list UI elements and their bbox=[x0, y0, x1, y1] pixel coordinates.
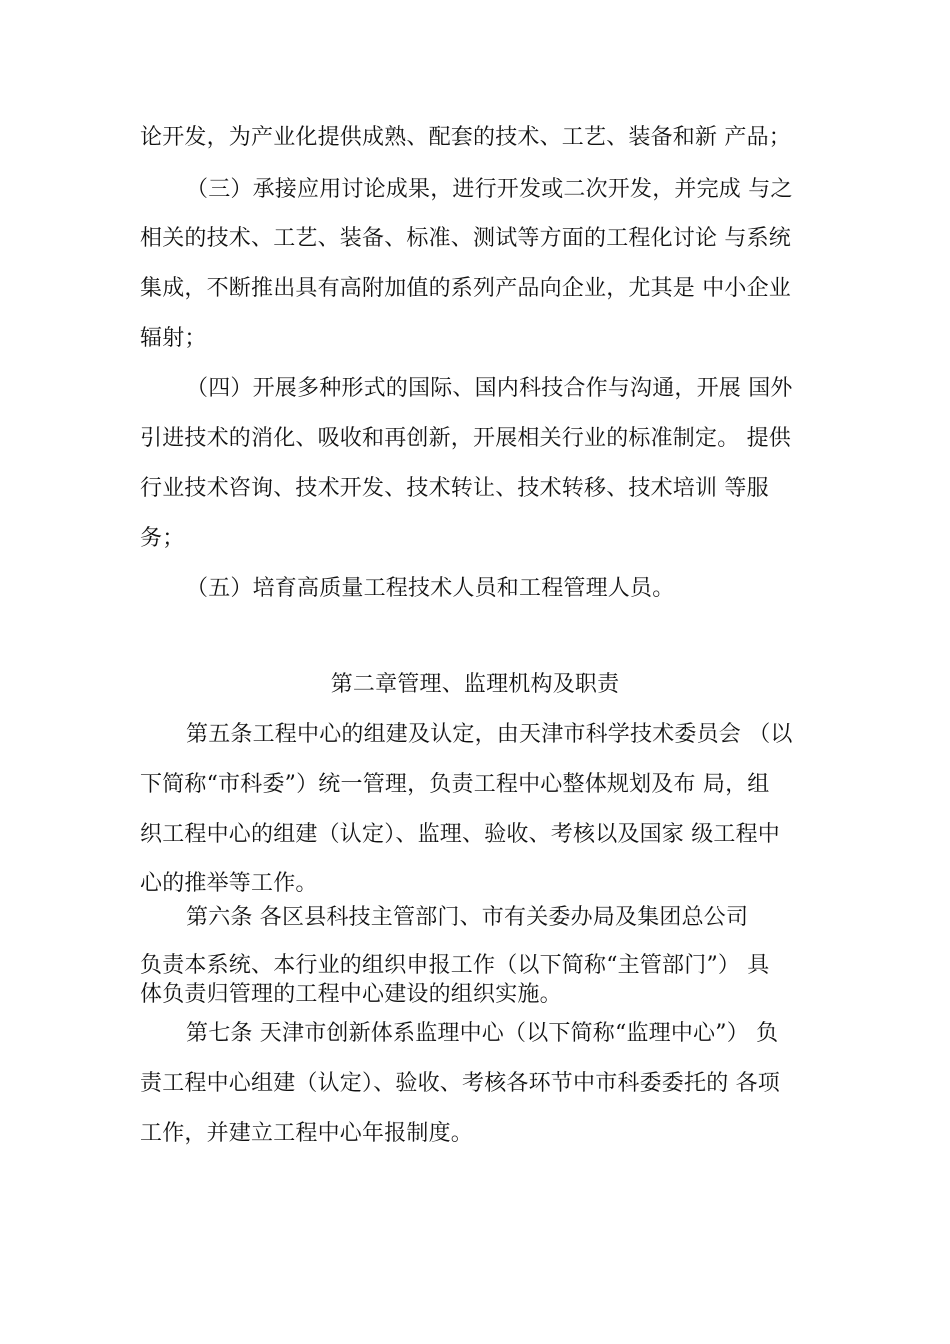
paragraph-line: 论开发，为产业化提供成熟、配套的技术、工艺、装备和新 产品； bbox=[140, 125, 791, 150]
chapter-heading: 第二章管理、监理机构及职责 bbox=[330, 672, 620, 697]
paragraph-line: 第七条 天津市创新体系监理中心（以下简称“监理中心”） 负 bbox=[186, 1021, 779, 1046]
paragraph-line: 务； bbox=[140, 526, 185, 551]
paragraph-line: （三）承接应用讨论成果，进行开发或二次开发，并完成 与之 bbox=[186, 177, 793, 202]
paragraph-line: 负责本系统、本行业的组织申报工作（以下简称“主管部门”） 具 bbox=[140, 953, 770, 978]
paragraph-line: 集成，不断推出具有高附加值的系列产品向企业，尤其是 中小企业 bbox=[140, 276, 791, 301]
paragraph-line: 辐射； bbox=[140, 326, 207, 351]
paragraph-line: 体负责归管理的工程中心建设的组织实施。 bbox=[140, 982, 562, 1007]
paragraph-line: 引进技术的消化、吸收和再创新，开展相关行业的标准制定。 提供 bbox=[140, 426, 791, 451]
paragraph-line: 行业技术咨询、技术开发、技术转让、技术转移、技术培训 等服 bbox=[140, 476, 769, 501]
paragraph-line: （四）开展多种形式的国际、国内科技合作与沟通，开展 国外 bbox=[186, 376, 793, 401]
paragraph-line: 工作，并建立工程中心年报制度。 bbox=[140, 1121, 474, 1146]
paragraph-line: 心的推举等工作。 bbox=[140, 871, 318, 896]
paragraph-line: 责工程中心组建（认定）、验收、考核各环节中市科委委托的 各项 bbox=[140, 1071, 780, 1096]
paragraph-line: 织工程中心的组建（认定）、监理、验收、考核以及国家 级工程中 bbox=[140, 822, 780, 847]
paragraph-line: （五）培育高质量工程技术人员和工程管理人员。 bbox=[186, 576, 675, 601]
paragraph-line: 下简称“市科委”）统一管理，负责工程中心整体规划及布 局，组 bbox=[140, 772, 770, 797]
paragraph-line: 第六条 各区县科技主管部门、市有关委办局及集团总公司 bbox=[186, 905, 749, 930]
paragraph-line: 第五条工程中心的组建及认定，由天津市科学技术委员会 （以 bbox=[186, 722, 793, 747]
paragraph-line: 相关的技术、工艺、装备、标准、测试等方面的工程化讨论 与系统 bbox=[140, 226, 791, 251]
